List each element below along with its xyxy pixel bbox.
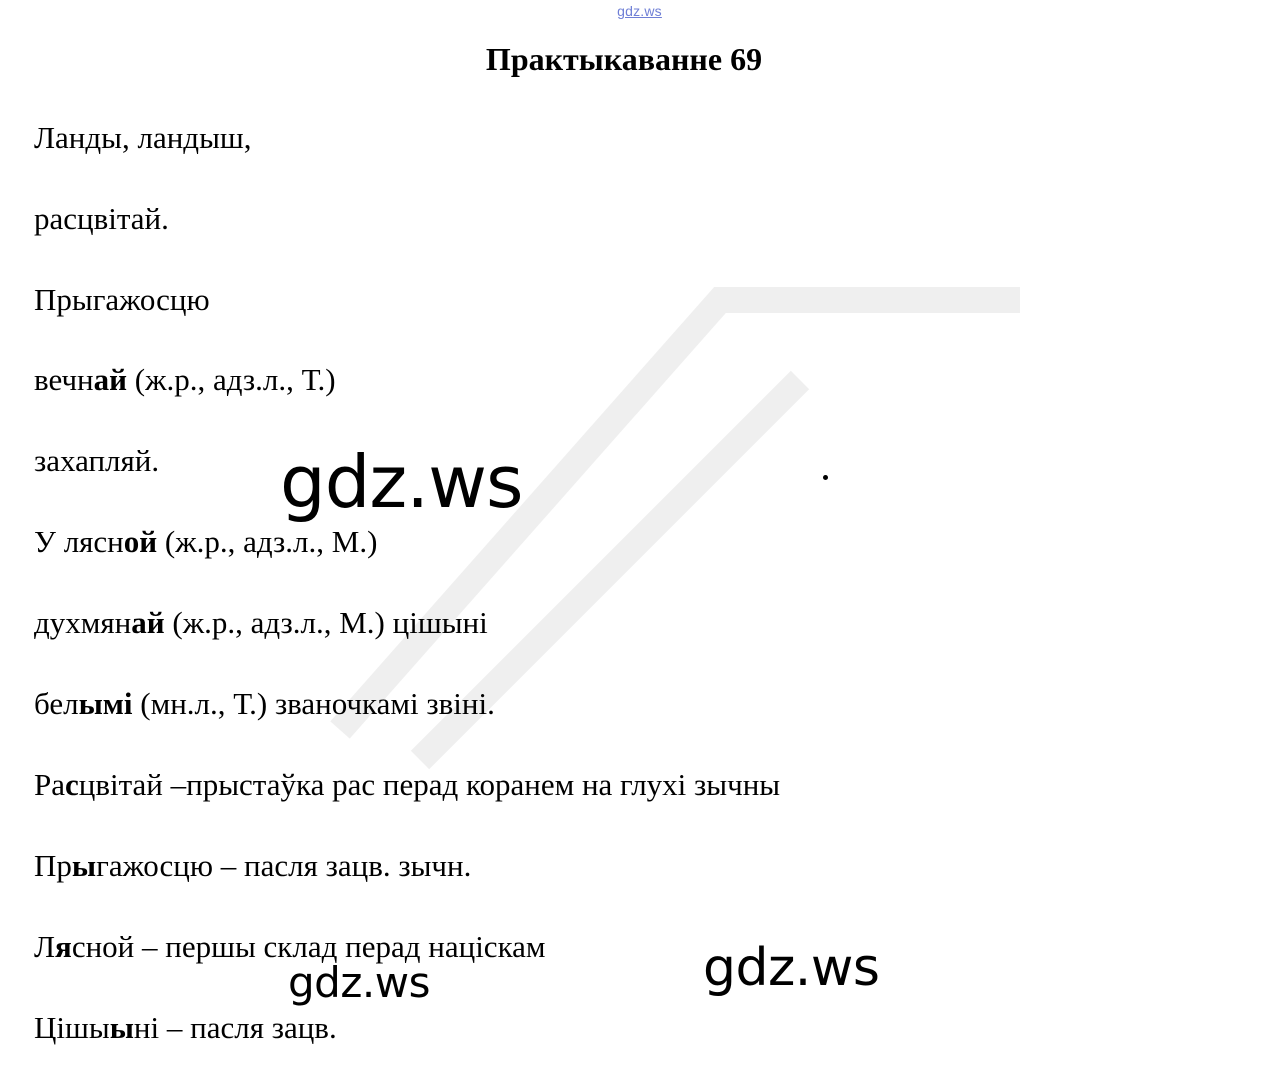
line-text: захапляй. (34, 443, 160, 478)
highlighted-ending: с (65, 767, 79, 802)
highlighted-ending: ой (123, 524, 158, 559)
line-text: гажосцю – пасля зацв. зычн. (96, 848, 472, 883)
line-text: расцвітай. (34, 201, 169, 236)
line-text: (ж.р., адз.л., Т.) (127, 362, 336, 397)
highlighted-ending: я (55, 929, 72, 964)
answer-line (34, 1010, 337, 1046)
line-text: вечн (34, 362, 94, 397)
line-text: Ланды, ландыш, (34, 120, 252, 155)
answer-line (34, 767, 780, 803)
answer-line (34, 686, 495, 722)
answer-line (34, 362, 336, 398)
line-text: У лясн (34, 524, 124, 559)
line-text: ні – пасля зацв. (133, 1010, 337, 1045)
line-text: (ж.р., адз.л., М.) (157, 524, 378, 559)
watermark-medium: gdz.ws (703, 938, 880, 998)
highlighted-ending: ы (71, 848, 97, 883)
highlighted-ending: ай (131, 605, 165, 640)
line-text: (ж.р., адз.л., М.) цішыні (164, 605, 488, 640)
answer-line (34, 605, 488, 641)
line-text: Л (34, 929, 56, 964)
line-text: Пр (34, 848, 72, 883)
line-text: Цішы (34, 1010, 110, 1045)
stray-dot (823, 475, 828, 480)
answer-line (34, 201, 169, 237)
line-text: Ра (34, 767, 65, 802)
highlighted-ending: ы (109, 1010, 134, 1045)
watermark-small: gdz.ws (288, 958, 430, 1007)
line-text: цвітай –прыстаўка рас перад коранем на глухі зычны (78, 767, 781, 802)
watermark-large: gdz.ws (280, 440, 523, 524)
highlighted-ending: ымі (78, 686, 133, 721)
answer-line (34, 848, 471, 884)
line-text: (мн.л., Т.) званочкамі звіні. (132, 686, 495, 721)
highlighted-ending: ай (93, 362, 127, 397)
line-text: бел (34, 686, 79, 721)
answer-line (34, 120, 252, 156)
answer-line (34, 443, 159, 479)
line-text: Прыгажосцю (34, 282, 210, 317)
answer-line (34, 524, 377, 560)
line-text: сной – першы склад перад націскам (71, 929, 546, 964)
site-link[interactable]: gdz.ws (617, 3, 662, 19)
line-text: духмян (34, 605, 132, 640)
answer-line (34, 282, 210, 318)
page-title: Практыкаванне 69 (485, 41, 763, 77)
